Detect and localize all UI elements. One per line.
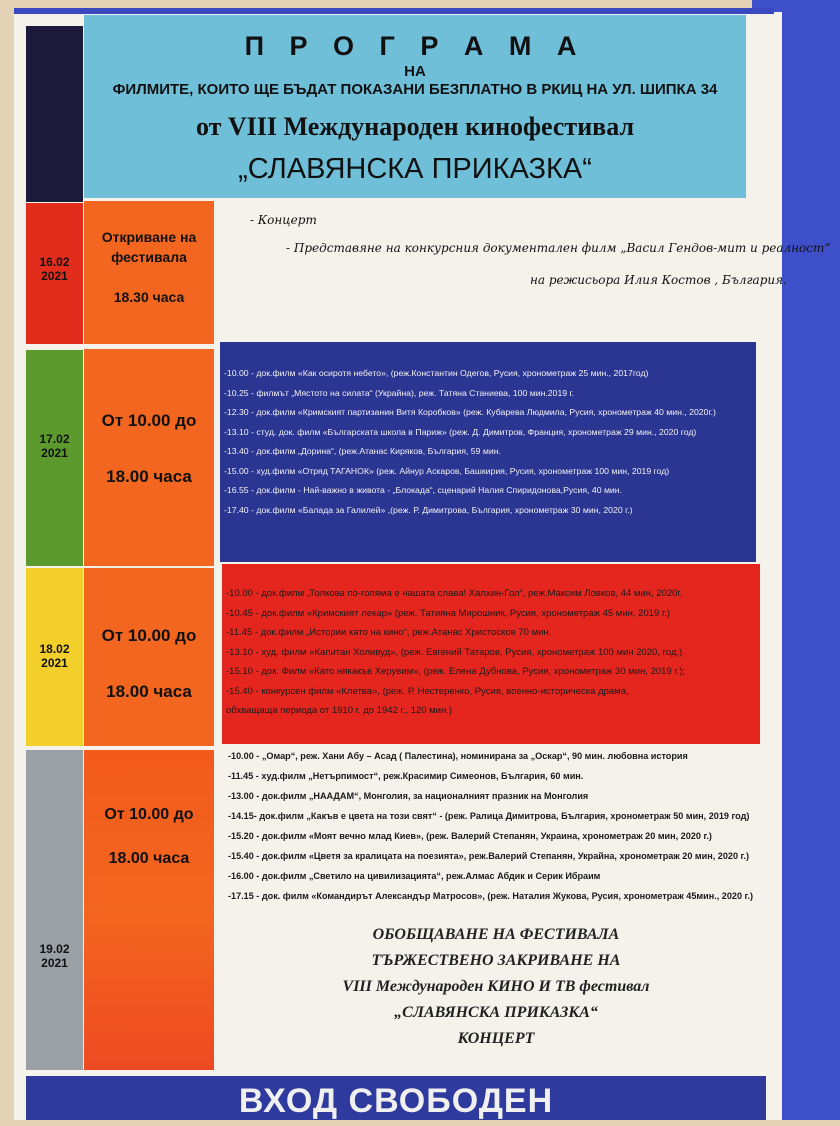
free-entry-banner: [26, 1076, 766, 1120]
day1-time: 18.30 часа: [113, 289, 185, 305]
program-films-line: ФИЛМИТЕ, КОИТО ЩЕ БЪДАТ ПОКАЗАНИ БЕЗПЛАТНО В РКИЦ НА УЛ. ШИПКА 34: [112, 81, 718, 98]
day1-note-presentation: - Представяне на конкурсния документален филм „Васил Гендов-мит и реалност“: [286, 241, 831, 255]
day3-date-cell: [26, 568, 83, 746]
list-item: -10.00 - „Омар“, реж. Хани Абу – Асад ( Палестина), номинирана за „Оскар“, 90 мин. любовна история: [228, 751, 688, 761]
closing-line: КОНЦЕРТ: [457, 1030, 535, 1047]
program-header: [84, 15, 746, 198]
list-item: -17.15 - док. филм «Командирът Александър Матросов», (реж. Наталия Жукова, Русия, хронометраж 45мин., 2020 г.): [228, 891, 753, 901]
closing-line: ОБОБЩАВАНЕ НА ФЕСТИВАЛА: [372, 926, 620, 943]
day2-schedule-list: [224, 364, 716, 520]
list-item: -15.00 - худ.филм «Отряд ТАГАНОК» (реж. Айнур Аскаров, Башкирия, Русия, хронометраж 100 мин, 2019 год): [224, 465, 670, 476]
list-item: -11.45 - худ.филм „Нетърпимост“, реж.Красимир Симеонов, България, 60 мин.: [228, 771, 584, 781]
program-title: П Р О Г Р А М А: [244, 31, 586, 61]
day2-time-to: 18.00 часа: [106, 467, 192, 486]
day1-time-cell: [84, 201, 214, 344]
list-item: -11.45 - док.филм „Истории като на кино“, реж.Атанас Христосков 70 мин.: [226, 627, 552, 638]
day4-time-cell: [84, 750, 214, 1070]
day4-time-to: 18.00 часа: [108, 850, 190, 867]
closing-line: „СЛАВЯНСКА ПРИКАЗКА“: [394, 1004, 598, 1021]
day1-opening-label: Откриване на: [101, 229, 197, 245]
header-dark-strip: [26, 26, 83, 202]
day3-time-from: От 10.00 до: [101, 626, 197, 645]
day1-note-director: на режисьора Илия Костов , България.: [530, 273, 787, 287]
closing-line: VIII Международен КИНО И ТВ фестивал: [342, 978, 650, 995]
day3-date: 18.02 2021: [39, 642, 70, 670]
day3-time-to: 18.00 часа: [106, 682, 192, 701]
list-item: обхващаща периода от 1910 г. до 1942 г., 120 мин.): [226, 705, 453, 716]
day3-time-cell: [84, 568, 214, 746]
list-item: -17.40 - док.филм «Балада за Галилей» ,(реж. Р. Димитрова, България, хронометраж 30 мин, 2020 г.): [224, 504, 633, 515]
day1-content: [216, 201, 831, 344]
day3-schedule-list: [226, 584, 685, 721]
list-item: -16.55 - док.филм - Най-важно в живота - „Блокада“, сценарий Налия Спиридонова,Русия, 40 мин.: [224, 485, 622, 495]
day2-time-cell: [84, 349, 214, 566]
day1-festival-label: фестивала: [111, 249, 187, 265]
list-item: -10.00 - док.филм «Как осиротя небето», (реж.Константин Одегов, Русия, хронометраж 25 мин., 2017год): [224, 368, 649, 378]
festival-edition: от VIII Международен кинофестивал: [195, 112, 635, 141]
list-item: -15.20 - док.филм «Моят вечно млад Киев», (реж. Валерий Степанян, Украина, хронометраж 20 мин, 2020 г.): [228, 831, 712, 841]
list-item: -16.00 - док.филм „Светило на цивилизацията“, реж.Алмас Абдик и Серик Ибраим: [228, 871, 601, 881]
day1-date-cell: [26, 203, 83, 344]
program-subtitle-na: НА: [404, 63, 426, 80]
day3-content: [222, 564, 760, 744]
list-item: -13.10 - худ. филм «Капитан Холивуд», (реж. Евгений Татаров, Русия, хронометраж 100 мин 2020, год.): [226, 646, 683, 658]
list-item: -13.10 - студ. док. филм «Българската школа в Париж» (реж. Д. Димитров, Франция, хронометраж 29 мин., 2020 год): [224, 426, 697, 437]
list-item: -12.30 - док.филм «Кримският партизанин Витя Коробков» (реж. Кубарева Людмила, Русия, хронометраж 40 мин., 2020г.): [224, 407, 716, 417]
day4-date-cell: [26, 750, 83, 1070]
day4-closing-block: [222, 922, 770, 1052]
festival-name: „СЛАВЯНСКА ПРИКАЗКА“: [238, 153, 592, 185]
list-item: -10.25 - филмът „Мястото на силата“ (Украйна), реж. Татяна Станиева, 100 мин.2019 г.: [224, 387, 575, 398]
list-item: -14.15- док.филм „Какъв е цвета на този свят“ - (реж. Ралица Димитрова, България, хронометраж 50 мин, 2019 год): [228, 811, 750, 821]
day4-time-from: От 10.00 до: [104, 806, 194, 823]
list-item: -15.40 - док.филм «Цветя за кралицата на поезията», реж.Валерий Степанян, Украйна, хронометраж 20 мин, 2020 г.): [228, 851, 749, 861]
day1-note-concert: - Концерт: [250, 213, 317, 227]
day2-content: [220, 342, 756, 562]
day2-time-from: От 10.00 до: [101, 411, 197, 430]
list-item: -10.00 - док.филм „Толкова по-голяма е нашата слава! Халхин-Гол“, реж.Максим Ловков, 44 мин, 2020г.: [226, 588, 683, 599]
day4-schedule-list: [228, 746, 753, 906]
top-stripe: [14, 8, 774, 14]
day2-date: 17.02 2021: [39, 432, 70, 460]
day2-date-cell: [26, 350, 83, 566]
day1-date: 16.02 2021: [39, 255, 70, 283]
closing-line: ТЪРЖЕСТВЕНО ЗАКРИВАНЕ НА: [371, 952, 621, 969]
list-item: -13.00 - док.филм „НААДАМ“, Монголия, за националният празник на Монголия: [228, 791, 589, 801]
free-entry-label: ВХОД СВОБОДЕН: [238, 1082, 554, 1120]
list-item: -15.40 - конкурсен филм «Клетва», (реж. Р. Нестеренко, Русия, военно-историческа драма,: [226, 685, 629, 697]
list-item: -15.10 - док. Филм «Като някакъв Херувим», (реж. Елена Дубнова, Русия, хронометраж 30 мин, 2019 г.);: [226, 666, 686, 677]
list-item: -10.45 - док.филм «Кримският лекар» (реж. Татияна Мирошник, Русия, хронометраж 45 мин, 2019 г.): [226, 607, 671, 619]
day4-date: 19.02 2021: [39, 942, 70, 970]
list-item: -13.40 - док.филм „Дорина“, (реж.Атанас Киряков, България, 59 мин.: [224, 446, 501, 456]
